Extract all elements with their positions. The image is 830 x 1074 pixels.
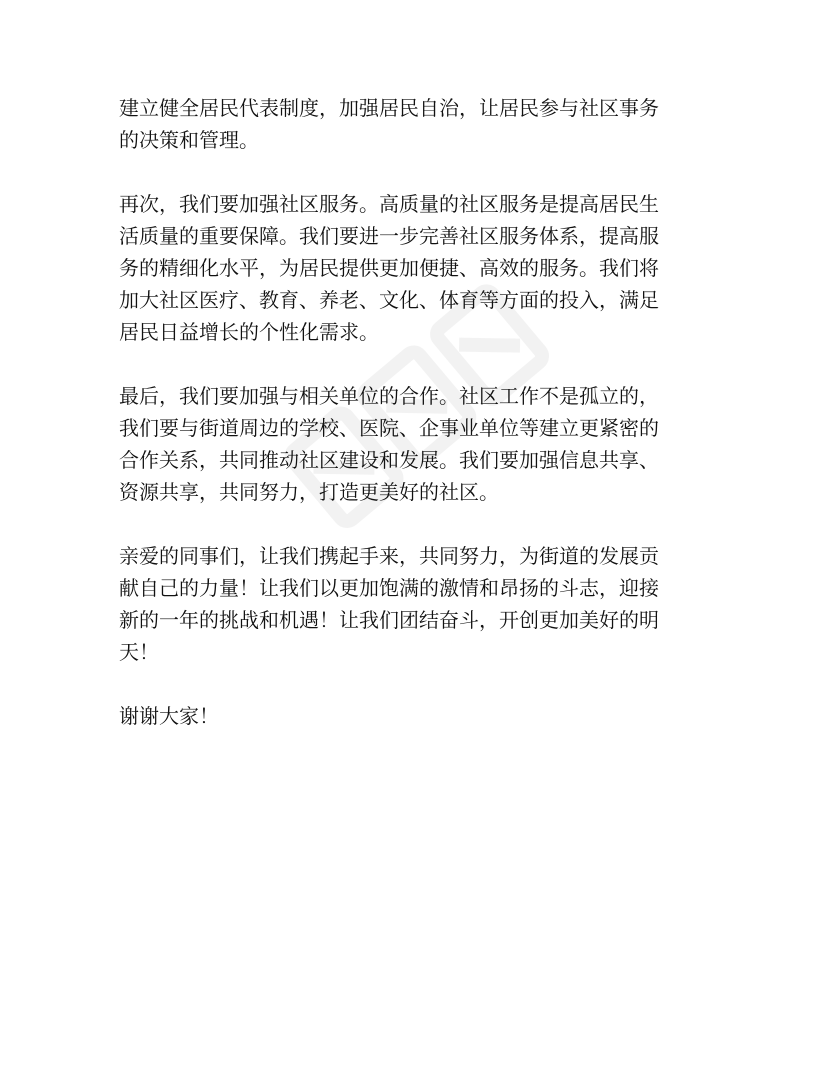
text-line: 资源共享，共同努力，打造更美好的社区。 [119, 480, 499, 504]
paragraph [119, 380, 719, 508]
text-line: 我们要与街道周边的学校、医院、企事业单位等建立更紧密的 [119, 416, 659, 440]
text-line: 活质量的重要保障。我们要进一步完善社区服务体系，提高服 [119, 224, 659, 248]
document-body [119, 92, 719, 764]
text-line: 建立健全居民代表制度，加强居民自治，让居民参与社区事务 [119, 96, 659, 120]
text-line: 合作关系，共同推动社区建设和发展。我们要加强信息共享、 [119, 448, 659, 472]
text-line: 务的精细化水平，为居民提供更加便捷、高效的服务。我们将 [119, 256, 659, 280]
text-line: 的决策和管理。 [119, 128, 259, 152]
text-line: 亲爱的同事们，让我们携起手来，共同努力，为街道的发展贡 [119, 544, 659, 568]
paragraph [119, 540, 719, 668]
text-line: 谢谢大家！ [119, 704, 219, 728]
text-line: 最后，我们要加强与相关单位的合作。社区工作不是孤立的， [119, 384, 659, 408]
paragraph [119, 92, 719, 156]
text-line: 加大社区医疗、教育、养老、文化、体育等方面的投入，满足 [119, 288, 659, 312]
paragraph [119, 188, 719, 348]
text-line: 天！ [119, 640, 159, 664]
paragraph-closing [119, 700, 719, 732]
text-line: 居民日益增长的个性化需求。 [119, 320, 379, 344]
text-line: 献自己的力量！让我们以更加饱满的激情和昂扬的斗志，迎接 [119, 576, 659, 600]
text-line: 再次，我们要加强社区服务。高质量的社区服务是提高居民生 [119, 192, 659, 216]
text-line: 新的一年的挑战和机遇！让我们团结奋斗，开创更加美好的明 [119, 608, 659, 632]
